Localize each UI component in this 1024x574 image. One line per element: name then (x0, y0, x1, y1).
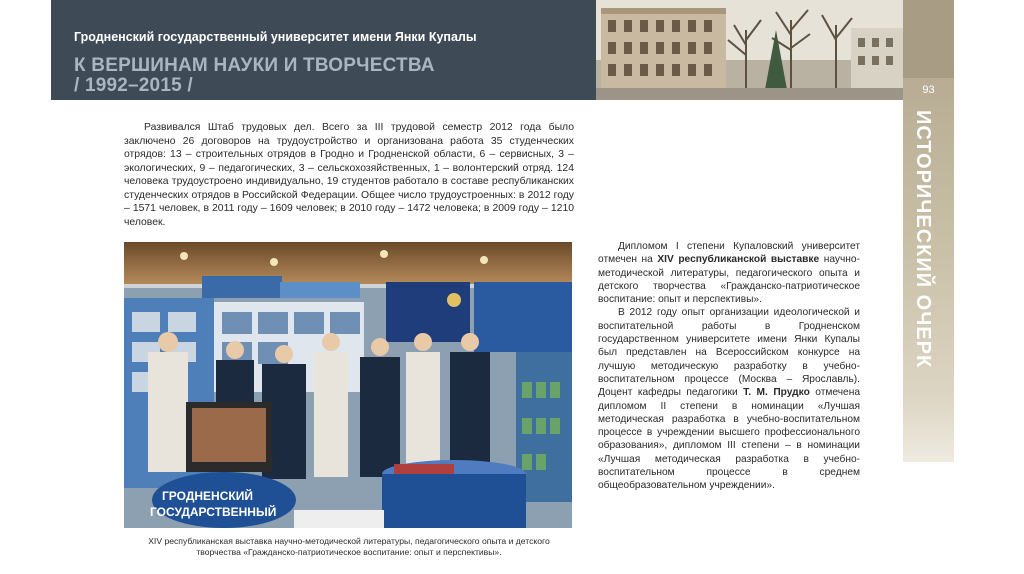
p1-text-end: научно-методической литературы, педагогического опыта и детского творчества «Гражданско-патриотическое воспитание: опыт и перспективы». (598, 254, 860, 306)
right-column-text (598, 240, 860, 493)
header-campus-photo (596, 0, 903, 100)
photo-caption (124, 536, 574, 558)
section-title-vertical: ИСТОРИЧЕСКИЙ ОЧЕРК (912, 110, 934, 369)
p1-text-start: Дипломом I степени Купаловский университет отмечен на (598, 241, 860, 266)
university-name: Гродненский государственный университет имени Янки Купалы (74, 30, 477, 44)
book-title (74, 56, 544, 96)
photo-caption-line1: XIV республиканская выставка научно-методической литературы, педагогического опыта и детского (148, 536, 550, 546)
exhibition-photo-image (124, 242, 572, 528)
campus-photo-image (596, 0, 903, 100)
p2-bold-name: Т. М. Прудко (743, 387, 810, 399)
p2-text-end: отмечена дипломом II степени в номинации «Лучшая методическая разработка в учебно-воспитательном процессе в учреждении высшего профессионального образования», дипломом III степени – в номинации «Лучшая методическая разработка в учебно-воспитательном процессе в среднем общеобразовательном учреждении». (598, 387, 861, 492)
photo-caption-line2: творчества «Гражданско-патриотическое воспитание: опыт и перспективы». (196, 547, 502, 557)
stand-text-line2: ГОСУДАРСТВЕННЫЙ (150, 505, 277, 519)
page-number: 93 (922, 84, 935, 96)
stand-text-line1: ГРОДНЕНСКИЙ (162, 489, 253, 503)
right-paragraph-1 (598, 240, 860, 306)
book-title-line1: К ВЕРШИНАМ НАУКИ И ТВОРЧЕСТВА (74, 55, 435, 76)
exhibition-photo (124, 242, 572, 528)
p2-text-start: В 2012 году опыт организации идеологической и воспитательной работы в Гродненском государственном университете имени Янки Купалы был представлен на Всероссийском конкурсе на лучшую методическую разработку в учебно-воспитательном процессе (Москва – Ярославль). Доцент кафедры педагогики (598, 307, 860, 399)
p1-bold-exhibition: XIV республиканской выставке (657, 254, 820, 266)
intro-paragraph: Развивался Штаб трудовых дел. Всего за III трудовой семестр 2012 года было заключено 26 договоров на трудоустройство и организована работа 35 студенческих отрядов: 13 – строительных отрядов в Гродно и Гродненской области, 6 – сервисных, 3 – экологических, 9 – педагогических, 3 – сельскохозяйственных, 1 – волонтерский отряд. 124 человека трудоустроено индивидуально, 19 студентов работало в составе республиканских студенческих отрядов в Российской Федерации. Общее число трудоустроенных: в 2012 году – 1571 человек, в 2011 году – 1609 человек; в 2010 году – 1472 человека; в 2009 году – 1210 человек. (124, 122, 574, 228)
book-title-line2: / 1992–2015 / (74, 75, 193, 96)
right-paragraph-2 (598, 306, 860, 492)
